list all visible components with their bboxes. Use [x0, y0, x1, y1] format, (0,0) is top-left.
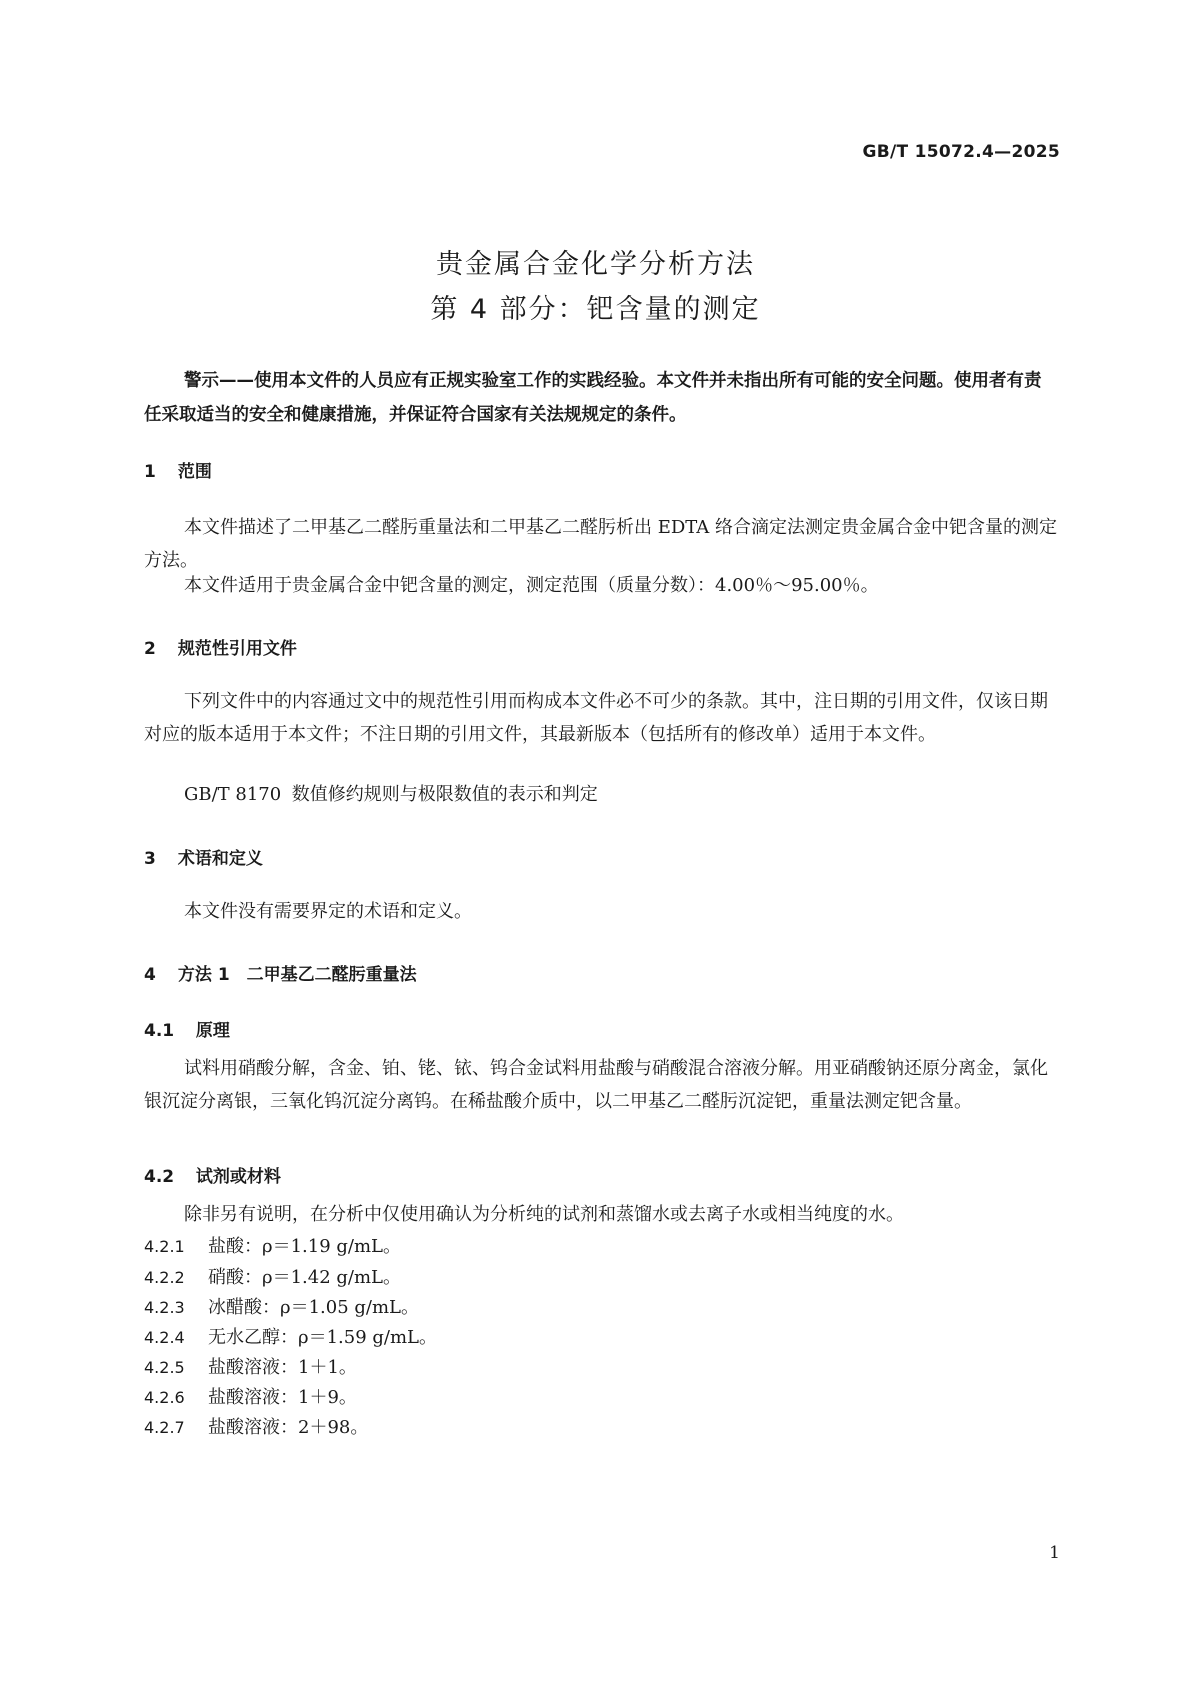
reagent-code: 4.2.3	[144, 1298, 185, 1317]
principle-paragraph: 试料用硝酸分解，含金、铂、铑、铱、钨合金试料用盐酸与硝酸混合溶液分解。用亚硝酸钠还原分离金，氯化银沉淀分离银，三氧化钨沉淀分离钨。在稀盐酸介质中，以二甲基乙二醛肟沉淀钯，重量法测定钯含量。	[144, 1058, 1048, 1112]
reagent-text: 无水乙醇：ρ＝1.59 g/mL。	[208, 1327, 437, 1348]
subsection-heading-4-2	[144, 1162, 281, 1187]
reagent-text: 冰醋酸：ρ＝1.05 g/mL。	[208, 1297, 419, 1318]
reagent-code: 4.2.6	[144, 1388, 185, 1407]
reagents-intro: 除非另有说明，在分析中仅使用确认为分析纯的试剂和蒸馏水或去离子水或相当纯度的水。	[184, 1204, 904, 1225]
section-number: 4	[144, 965, 156, 985]
section-title: 规范性引用文件	[177, 639, 297, 659]
document-title: 贵金属合金化学分析方法	[436, 249, 755, 280]
section-heading-4	[144, 960, 417, 985]
reagent-item	[144, 1232, 401, 1262]
reagent-code: 4.2.5	[144, 1358, 185, 1377]
safety-warning: 警示——使用本文件的人员应有正规实验室工作的实践经验。本文件并未指出所有可能的安全问题。使用者有责任采取适当的安全和健康措施，并保证符合国家有关法规规定的条件。	[144, 371, 1042, 425]
reagent-item	[144, 1353, 357, 1383]
reagent-item	[144, 1413, 368, 1443]
reagent-code: 4.2.4	[144, 1328, 185, 1347]
subsection-number: 4.1	[144, 1021, 175, 1041]
section-heading-1	[144, 457, 212, 482]
normative-paragraph: 下列文件中的内容通过文中的规范性引用而构成本文件必不可少的条款。其中，注日期的引用文件，仅该日期对应的版本适用于本文件；不注日期的引用文件，其最新版本（包括所有的修改单）适用于本文件。	[144, 691, 1048, 745]
normative-reference	[184, 780, 598, 806]
section-heading-2	[144, 634, 297, 659]
scope-paragraph-2: 本文件适用于贵金属合金中钯含量的测定，测定范围（质量分数）：4.00％～95.00％。	[184, 575, 879, 596]
section-number: 1	[144, 462, 156, 482]
section-title: 方法 1 二甲基乙二醛肟重量法	[177, 965, 417, 985]
reagent-item	[144, 1383, 357, 1413]
document-subtitle: 第 4 部分：钯含量的测定	[430, 294, 761, 325]
subsection-title: 原理	[195, 1021, 230, 1041]
page-number: 1	[1049, 1543, 1060, 1563]
reagent-code: 4.2.7	[144, 1418, 185, 1437]
reagent-text: 盐酸溶液：2＋98。	[208, 1417, 369, 1438]
reagent-item	[144, 1293, 419, 1323]
terms-paragraph: 本文件没有需要界定的术语和定义。	[184, 901, 472, 922]
reagent-item	[144, 1323, 437, 1353]
reference-title: 数值修约规则与极限数值的表示和判定	[291, 784, 598, 805]
section-number: 3	[144, 849, 156, 869]
reagent-code: 4.2.1	[144, 1237, 185, 1256]
scope-paragraph-1: 本文件描述了二甲基乙二醛肟重量法和二甲基乙二醛肟析出 EDTA 络合滴定法测定贵金属合金中钯含量的测定方法。	[144, 517, 1058, 571]
reagent-item	[144, 1263, 401, 1293]
standard-number: GB/T 15072.4—2025	[862, 142, 1060, 162]
section-number: 2	[144, 639, 156, 659]
reagent-text: 盐酸溶液：1＋1。	[208, 1357, 357, 1378]
subsection-title: 试剂或材料	[195, 1167, 281, 1187]
section-title: 范围	[177, 462, 212, 482]
reagent-code: 4.2.2	[144, 1268, 185, 1287]
section-heading-3	[144, 844, 263, 869]
reagent-text: 硝酸：ρ＝1.42 g/mL。	[208, 1267, 401, 1288]
subsection-number: 4.2	[144, 1167, 175, 1187]
reference-number: GB/T 8170	[184, 784, 282, 805]
reagent-text: 盐酸：ρ＝1.19 g/mL。	[208, 1236, 401, 1257]
reagent-text: 盐酸溶液：1＋9。	[208, 1387, 357, 1408]
section-title: 术语和定义	[177, 849, 263, 869]
subsection-heading-4-1	[144, 1016, 230, 1041]
